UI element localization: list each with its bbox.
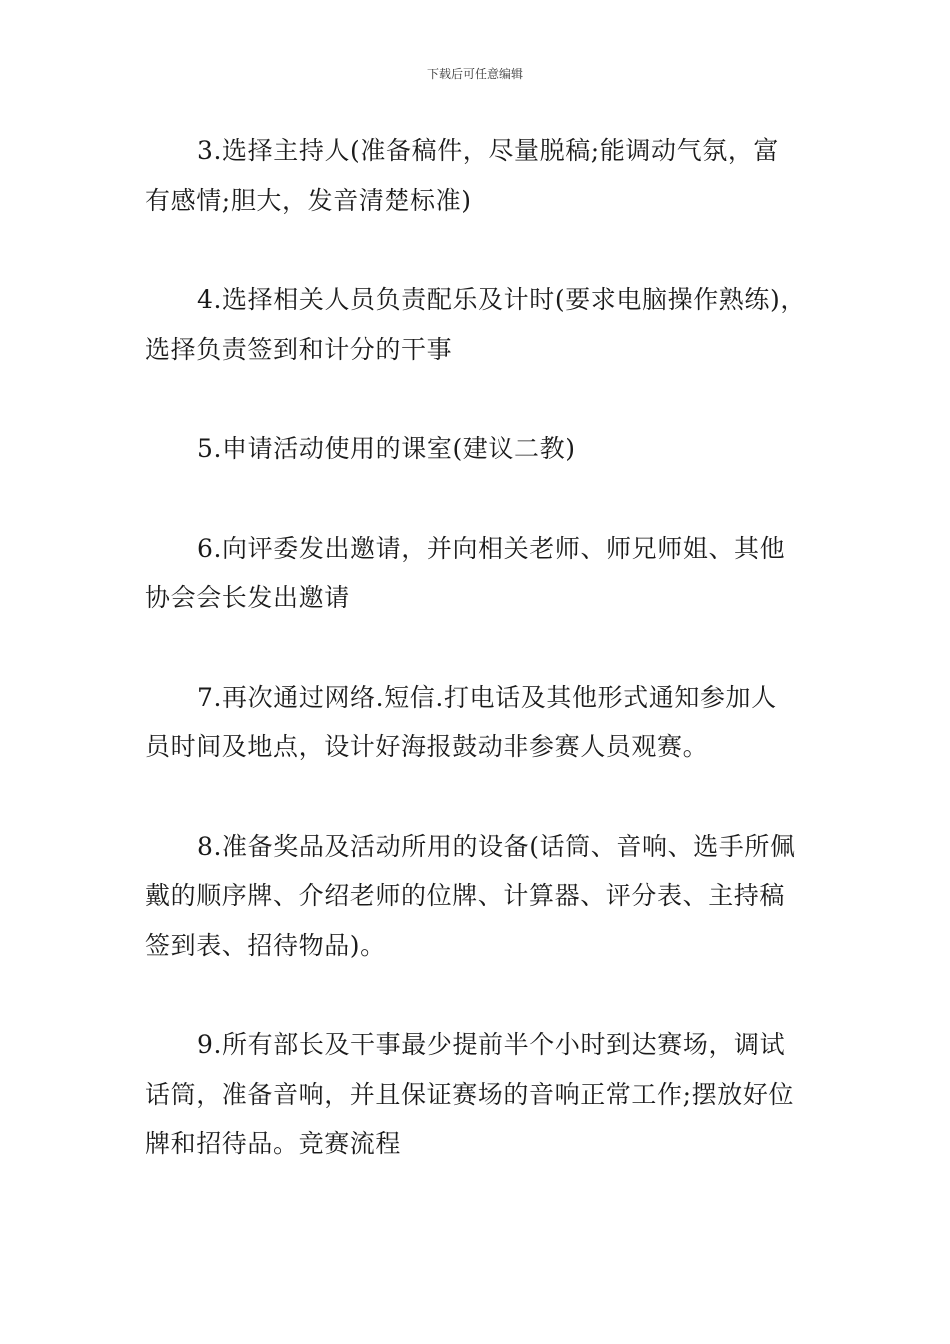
- paragraph-line: 员时间及地点，设计好海报鼓动非参赛人员观赛。: [145, 732, 709, 761]
- paragraph-line: 牌和招待品。竞赛流程: [145, 1129, 402, 1158]
- paragraph-line: 签到表、招待物品)。: [145, 930, 386, 960]
- paragraph-line: 9.所有部长及干事最少提前半个小时到达赛场，调试: [197, 1030, 786, 1059]
- paragraph-line: 有感情;胆大，发音清楚标准): [145, 185, 472, 215]
- paragraph-line: 选择负责签到和计分的干事: [145, 334, 453, 364]
- paragraph-item-9: [145, 1020, 810, 1169]
- paragraph-item-6: [145, 524, 810, 623]
- paragraph-line: 6.向评委发出邀请，并向相关老师、师兄师姐、其他: [197, 533, 786, 563]
- paragraph-line: 8.准备奖品及活动所用的设备(话筒、音响、选手所佩: [197, 831, 796, 861]
- paragraph-line: 4.选择相关人员负责配乐及计时(要求电脑操作熟练)，: [197, 285, 806, 314]
- document-body: [145, 126, 810, 1219]
- paragraph-item-5: [145, 424, 810, 474]
- paragraph-line: 5.申请活动使用的课室(建议二教): [197, 434, 576, 463]
- paragraph-item-3: [145, 126, 810, 225]
- paragraph-line: 7.再次通过网络.短信.打电话及其他形式通知参加人: [197, 682, 777, 712]
- paragraph-line: 话筒，准备音响，并且保证赛场的音响正常工作;摆放好位: [145, 1079, 795, 1109]
- paragraph-item-8: [145, 822, 810, 971]
- paragraph-line: 3.选择主持人(准备稿件，尽量脱稿;能调动气氛，富: [197, 136, 780, 165]
- paragraph-item-7: [145, 673, 810, 772]
- paragraph-line: 戴的顺序牌、介绍老师的位牌、计算器、评分表、主持稿: [145, 881, 786, 910]
- page-header: 下载后可任意编辑: [426, 67, 523, 81]
- paragraph-line: 协会会长发出邀请: [145, 583, 350, 612]
- paragraph-item-4: [145, 275, 810, 374]
